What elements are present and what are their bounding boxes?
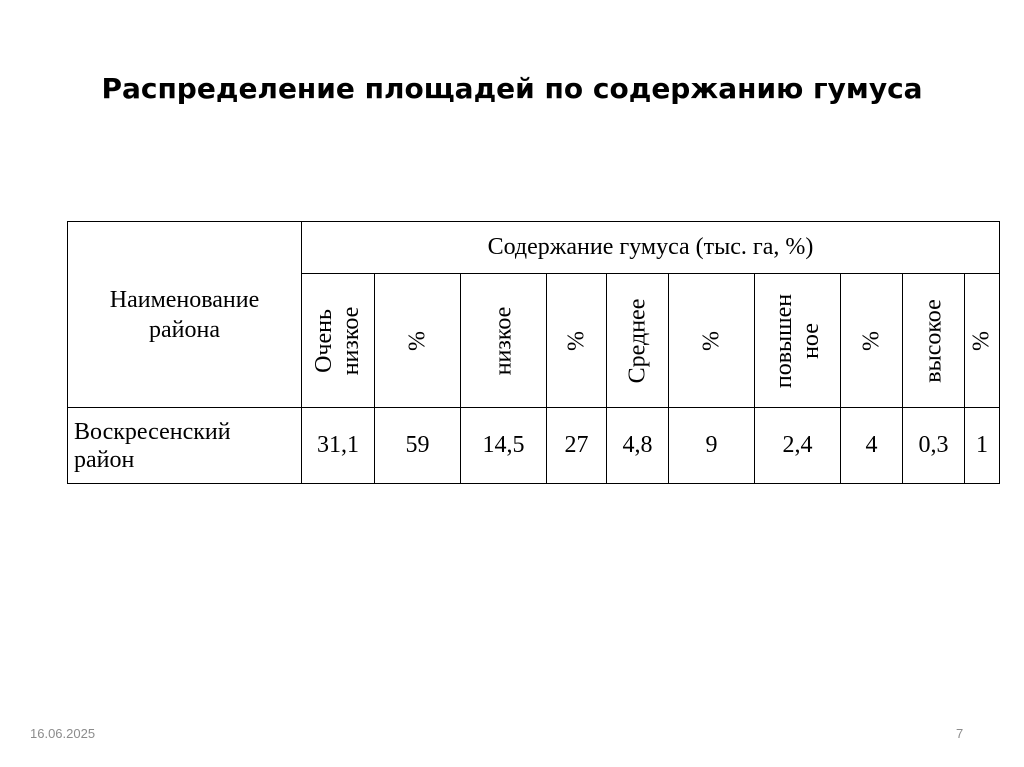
- page-number: 7: [956, 726, 964, 741]
- column-header-high: [903, 274, 965, 408]
- column-header-very-low-line-2: низкое: [338, 306, 364, 375]
- column-header-elevated-line-2: ное: [797, 322, 824, 359]
- district-header-line-1: Наименование: [109, 286, 260, 313]
- column-header-percent-4-text: %: [858, 330, 884, 351]
- column-header-low: [461, 274, 547, 408]
- table-row: [68, 408, 1000, 484]
- column-header-high-text: высокое: [920, 298, 946, 383]
- humus-content-header: Содержание гумуса (тыс. га, %): [302, 222, 1000, 274]
- district-name-line-1: Воскресенский: [74, 418, 231, 445]
- column-header-percent-4: [841, 274, 903, 408]
- value-low: 14,5: [461, 408, 547, 484]
- column-header-very-low-line-1: Очень: [311, 308, 337, 373]
- value-elevated-percent: 4: [841, 408, 903, 484]
- column-header-very-low: [302, 274, 375, 408]
- humus-table: [67, 221, 1000, 484]
- value-high-percent: 1: [965, 408, 1000, 484]
- column-header-percent-5: [965, 274, 1000, 408]
- column-header-elevated: [755, 274, 841, 408]
- value-high: 0,3: [903, 408, 965, 484]
- column-header-elevated-line-1: повышен: [770, 293, 797, 388]
- column-header-percent-5-text: %: [968, 330, 995, 351]
- column-header-medium-text: Среднее: [624, 298, 650, 383]
- value-very-low: 31,1: [302, 408, 375, 484]
- value-medium: 4,8: [607, 408, 669, 484]
- value-very-low-percent: 59: [375, 408, 461, 484]
- column-header-low-text: низкое: [490, 306, 516, 375]
- column-header-percent-3-text: %: [698, 330, 724, 351]
- column-header-percent-1-text: %: [404, 330, 430, 351]
- district-header-line-2: района: [149, 316, 220, 343]
- column-header-percent-2: [547, 274, 607, 408]
- district-name: [68, 408, 302, 484]
- slide-title: Распределение площадей по содержанию гумуса: [101, 72, 923, 105]
- column-header-percent-1: [375, 274, 461, 408]
- column-header-percent-2-text: %: [563, 330, 589, 351]
- district-name-line-2: район: [74, 446, 135, 473]
- column-header-percent-3: [669, 274, 755, 408]
- value-low-percent: 27: [547, 408, 607, 484]
- column-header-medium: [607, 274, 669, 408]
- value-medium-percent: 9: [669, 408, 755, 484]
- district-header: [68, 222, 302, 408]
- footer-date: 16.06.2025: [30, 726, 96, 741]
- value-elevated: 2,4: [755, 408, 841, 484]
